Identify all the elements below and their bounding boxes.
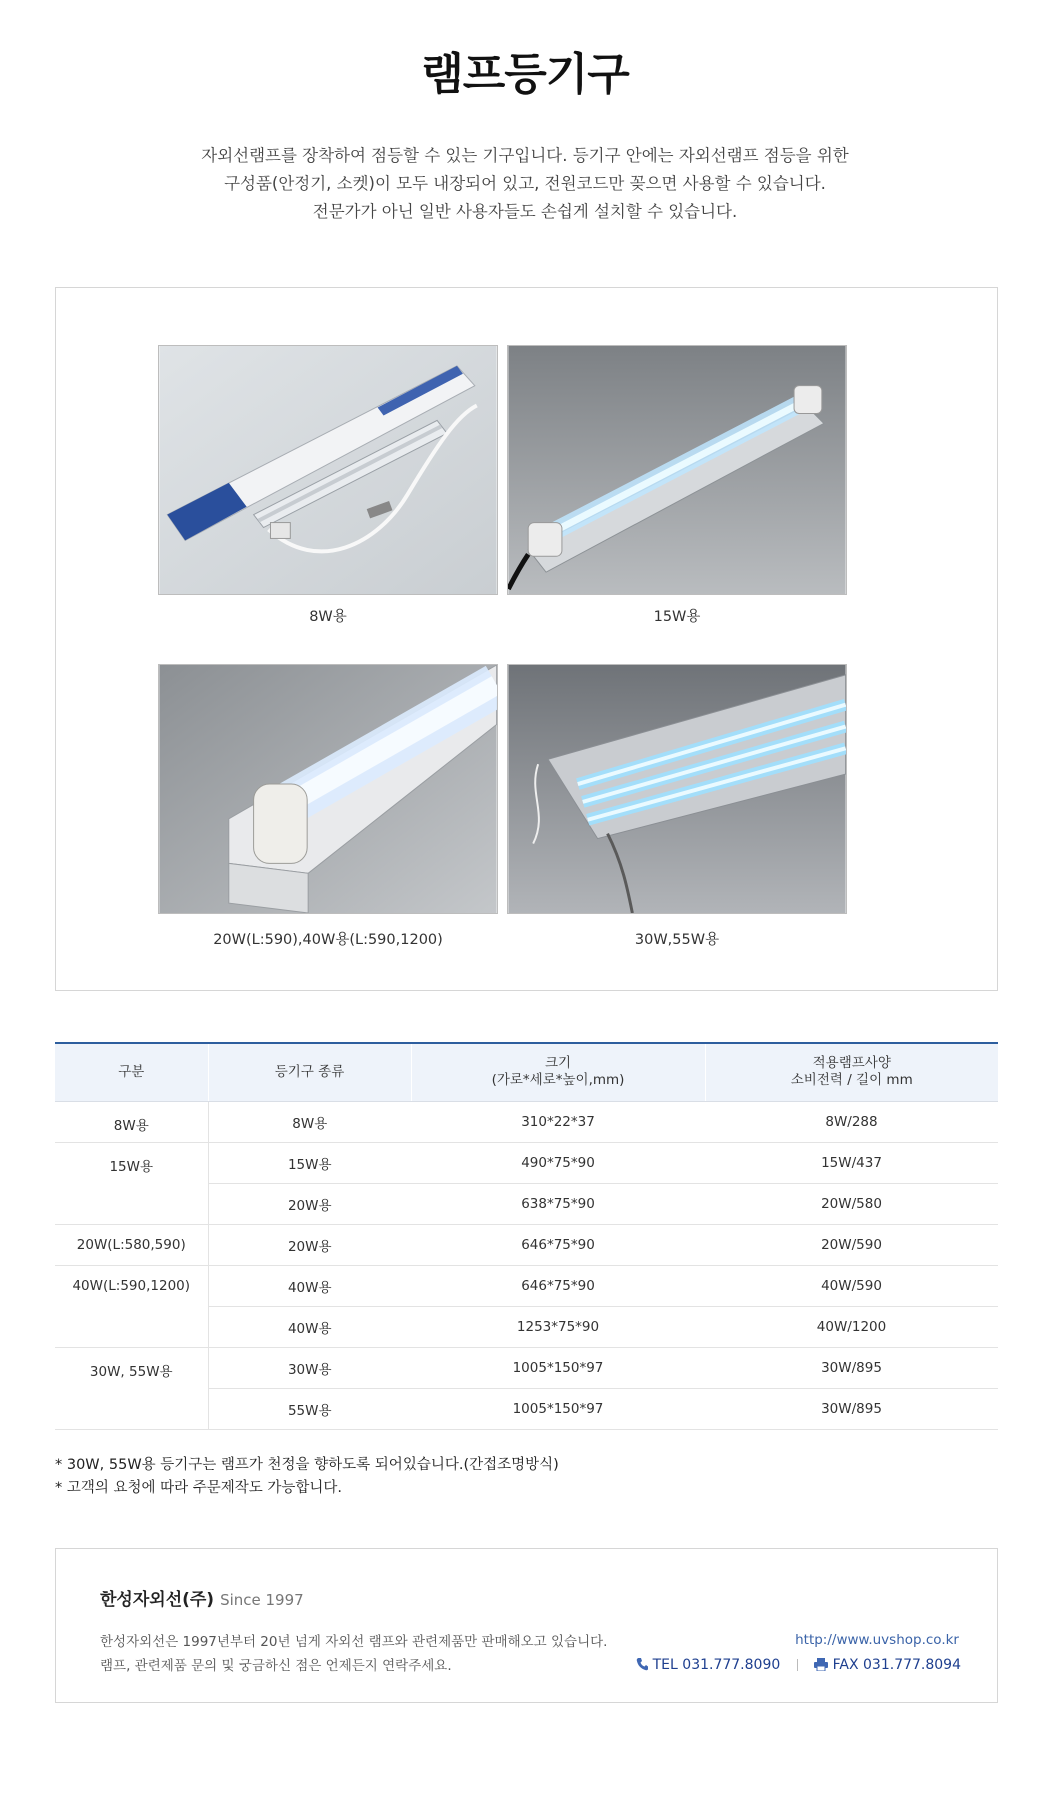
cell-type: 15W용	[208, 1142, 411, 1183]
group-cell: 20W(L:580,590)	[55, 1224, 208, 1265]
cell-type: 20W용	[208, 1183, 411, 1224]
intro-text	[0, 142, 1050, 226]
spec-table	[55, 1042, 998, 1430]
caption-15w: 15W용	[653, 609, 701, 625]
group-cell: 8W용	[55, 1101, 208, 1142]
header-lamp-spec	[705, 1043, 998, 1101]
phone-icon	[636, 1657, 652, 1673]
cell-size: 1253*75*90	[411, 1306, 705, 1347]
company-footer	[55, 1548, 998, 1703]
company-description	[100, 1630, 607, 1678]
table-row	[55, 1265, 998, 1306]
cell-size: 646*75*90	[411, 1265, 705, 1306]
fax-number: 031.777.8094	[863, 1657, 961, 1673]
tel-number[interactable]: 031.777.8090	[682, 1657, 781, 1673]
group-cell: 30W, 55W용	[55, 1347, 208, 1429]
note-line: * 고객의 요청에 따라 주문제작도 가능합니다.	[55, 1480, 343, 1496]
intro-line: 구성품(안정기, 소켓)이 모두 내장되어 있고, 전원코드만 꽂으면 사용할 수 있습니다.	[224, 174, 826, 193]
cell-spec: 30W/895	[705, 1388, 998, 1429]
table-row	[55, 1224, 998, 1265]
description-line: 램프, 관련제품 문의 및 궁금하신 점은 언제든지 연락주세요.	[100, 1658, 452, 1674]
note-line: * 30W, 55W용 등기구는 램프가 천정을 향하도록 되어있습니다.(간접조명방식)	[55, 1457, 559, 1473]
cell-spec: 20W/590	[705, 1224, 998, 1265]
contact-info	[636, 1657, 961, 1673]
tel-label: TEL	[652, 1657, 678, 1673]
cell-spec: 40W/1200	[705, 1306, 998, 1347]
header-lamp-spec-title: 적용램프사양	[812, 1055, 891, 1072]
company-name: 한성자외선(주)	[100, 1590, 215, 1610]
cell-size: 490*75*90	[411, 1142, 705, 1183]
photo-20w-40w-fixture	[158, 664, 498, 914]
company-name-row	[100, 1585, 304, 1610]
cell-spec: 15W/437	[705, 1142, 998, 1183]
caption-8w: 8W용	[309, 609, 347, 625]
intro-line: 자외선램프를 장착하여 점등할 수 있는 기구입니다. 등기구 안에는 자외선램프 점등을 위한	[201, 146, 849, 165]
cell-size: 638*75*90	[411, 1183, 705, 1224]
notes	[55, 1454, 559, 1500]
cell-spec: 8W/288	[705, 1101, 998, 1142]
cell-type: 30W용	[208, 1347, 411, 1388]
description-line: 한성자외선은 1997년부터 20년 넘게 자외선 램프와 관련제품만 판매해오고 있습니다.	[100, 1634, 608, 1650]
website-link[interactable]: http://www.uvshop.co.kr	[795, 1632, 959, 1648]
fax-icon	[814, 1657, 832, 1673]
caption-30w-55w: 30W,55W용	[634, 932, 720, 948]
cell-size: 1005*150*97	[411, 1347, 705, 1388]
contact-divider	[797, 1659, 798, 1671]
group-cell: 40W(L:590,1200)	[55, 1265, 208, 1347]
cell-size: 310*22*37	[411, 1101, 705, 1142]
product-gallery	[55, 287, 998, 991]
page-title: 램프등기구	[421, 49, 629, 100]
fax-label: FAX	[832, 1657, 859, 1673]
header-fixture-type: 등기구 종류	[208, 1043, 411, 1101]
header-size	[411, 1043, 705, 1101]
cell-size: 646*75*90	[411, 1224, 705, 1265]
header-size-title: 크기	[544, 1055, 572, 1072]
table-header-row	[55, 1043, 998, 1101]
photo-15w-fixture	[507, 345, 847, 595]
photo-8w-fixture	[158, 345, 498, 595]
cell-type: 40W용	[208, 1306, 411, 1347]
cell-type: 8W용	[208, 1101, 411, 1142]
header-category: 구분	[55, 1043, 208, 1101]
table-row	[55, 1101, 998, 1142]
table-row	[55, 1142, 998, 1183]
group-cell: 15W용	[55, 1142, 208, 1224]
photo-30w-55w-fixture	[507, 664, 847, 914]
since-year: Since 1997	[220, 1591, 304, 1609]
cell-spec: 40W/590	[705, 1265, 998, 1306]
header-lamp-spec-unit: 소비전력 / 길이 mm	[790, 1072, 913, 1089]
caption-20w-40w: 20W(L:590),40W용(L:590,1200)	[213, 932, 443, 948]
header-size-unit: (가로*세로*높이,mm)	[491, 1072, 625, 1089]
cell-type: 55W용	[208, 1388, 411, 1429]
cell-spec: 30W/895	[705, 1347, 998, 1388]
cell-type: 20W용	[208, 1224, 411, 1265]
cell-size: 1005*150*97	[411, 1388, 705, 1429]
intro-line: 전문가가 아닌 일반 사용자들도 손쉽게 설치할 수 있습니다.	[312, 202, 738, 221]
cell-type: 40W용	[208, 1265, 411, 1306]
cell-spec: 20W/580	[705, 1183, 998, 1224]
table-row	[55, 1347, 998, 1388]
